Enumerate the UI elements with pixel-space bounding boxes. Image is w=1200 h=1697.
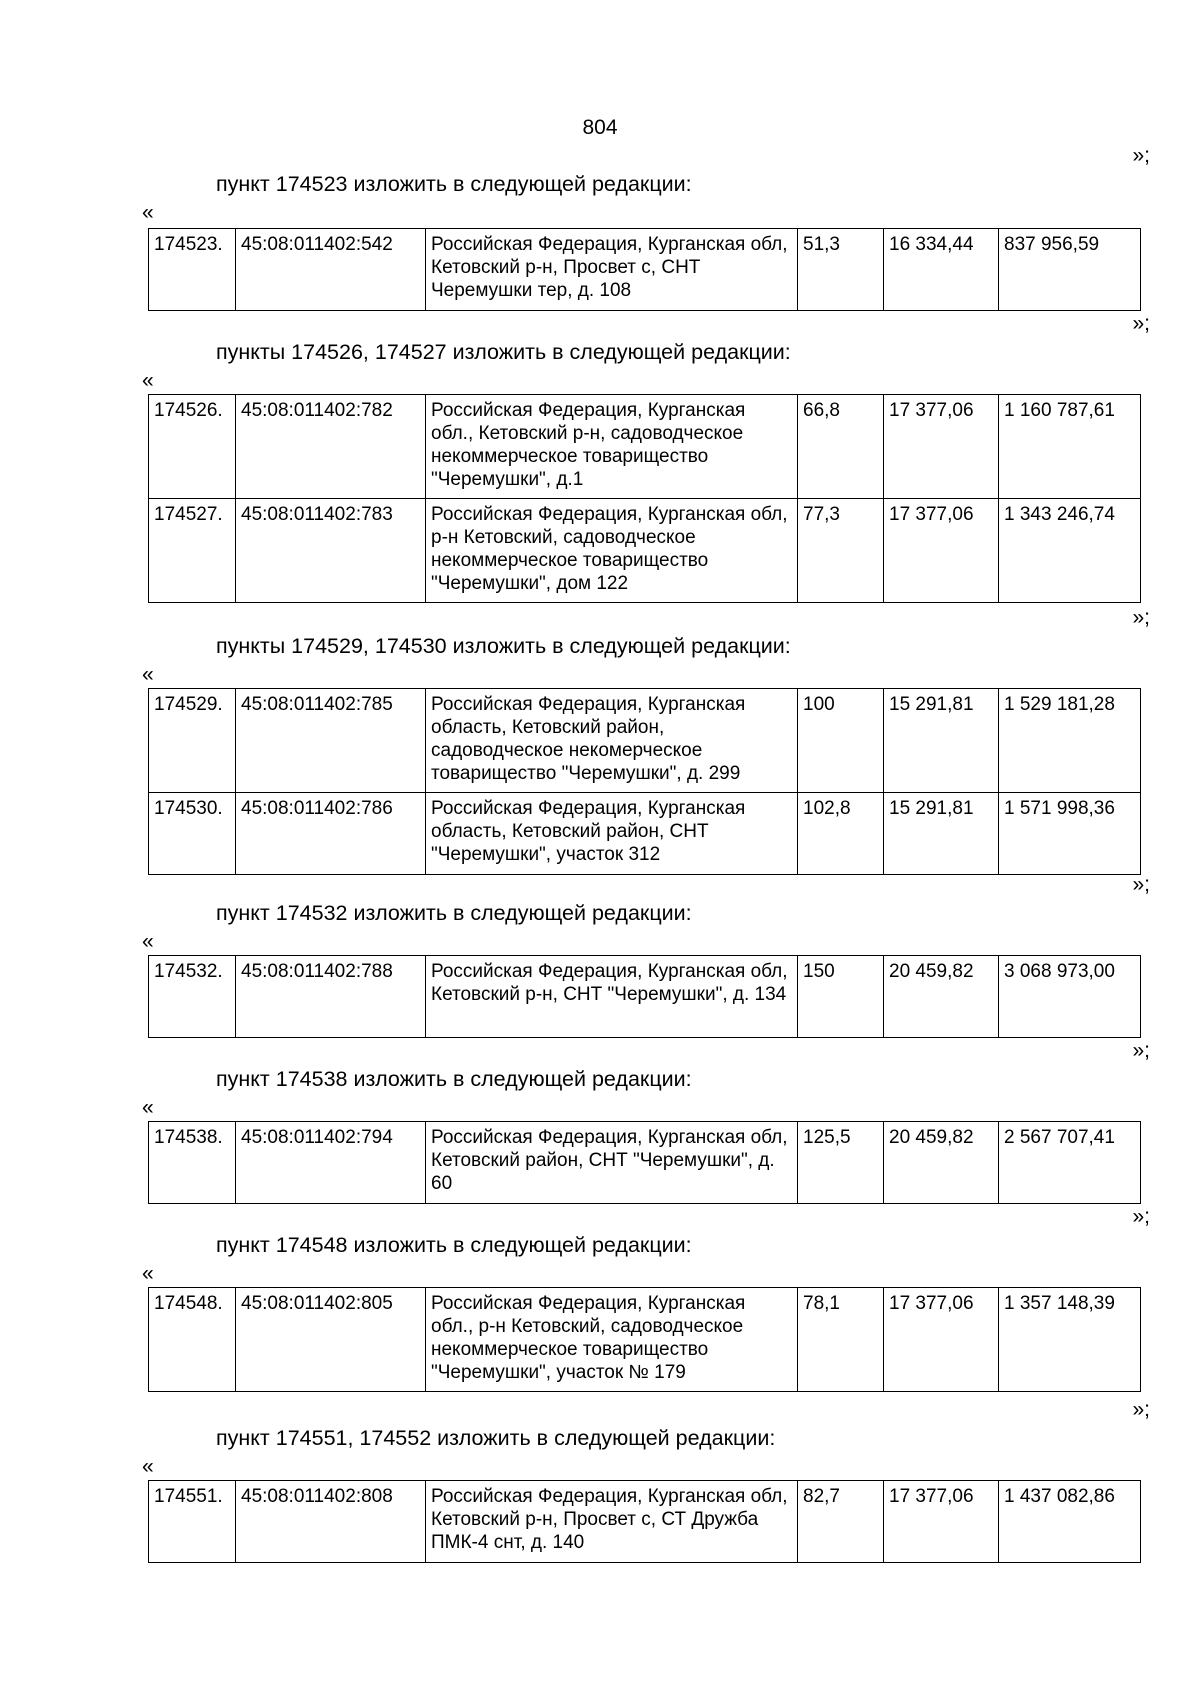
cell-area: 77,3 [798,499,884,603]
cell-area: 78,1 [798,1288,884,1392]
cell-unit-value: 17 377,06 [884,499,999,603]
table-row [149,1481,1141,1563]
amendment-instruction: пункт 174538 изложить в следующей редакции: [216,1067,692,1091]
cell-cadastral-value: 1 437 082,86 [999,1481,1141,1563]
opening-quote: « [142,663,154,686]
cell-area: 102,8 [798,793,884,875]
cell-cadastral-number: 45:08:011402:542 [236,229,426,311]
closing-quote: »; [1132,312,1150,335]
cell-address: Российская Федерация, Курганская обл, Кетовский р-н, Просвет с, СНТ Черемушки тер, д. 108 [426,229,798,311]
cell-entry-number: 174527. [149,499,236,603]
cell-cadastral-value: 2 567 707,41 [999,1122,1141,1204]
cell-entry-number: 174526. [149,395,236,499]
cell-unit-value: 16 334,44 [884,229,999,311]
cell-unit-value: 20 459,82 [884,1122,999,1204]
cell-cadastral-value: 1 343 246,74 [999,499,1141,603]
cell-address: Российская Федерация, Курганская обл, Кетовский р-н, СНТ "Черемушки", д. 134 [426,956,798,1038]
cell-area: 100 [798,689,884,793]
cell-entry-number: 174530. [149,793,236,875]
cell-area: 125,5 [798,1122,884,1204]
cell-area: 82,7 [798,1481,884,1563]
cell-entry-number: 174523. [149,229,236,311]
opening-quote: « [142,1096,154,1119]
opening-quote: « [142,201,154,224]
cell-unit-value: 17 377,06 [884,395,999,499]
closing-quote: »; [1132,873,1150,896]
cell-address: Российская Федерация, Курганская обл., Кетовский р-н, садоводческое некоммерческое товарищество "Черемушки", д.1 [426,395,798,499]
cell-area: 150 [798,956,884,1038]
table-row [149,956,1141,1038]
cell-address: Российская Федерация, Курганская обл., р-н Кетовский, садоводческое некоммерческое товарищество "Черемушки", участок № 179 [426,1288,798,1392]
closing-quote: »; [1132,144,1150,167]
cell-cadastral-number: 45:08:011402:786 [236,793,426,875]
cell-cadastral-value: 1 571 998,36 [999,793,1141,875]
cell-cadastral-number: 45:08:011402:808 [236,1481,426,1563]
cell-entry-number: 174538. [149,1122,236,1204]
cell-entry-number: 174532. [149,956,236,1038]
cell-unit-value: 15 291,81 [884,793,999,875]
cell-unit-value: 17 377,06 [884,1481,999,1563]
table-row [149,499,1141,603]
table-row [149,689,1141,793]
amendment-instruction: пункты 174526, 174527 изложить в следующей редакции: [216,340,791,364]
cell-cadastral-value: 1 160 787,61 [999,395,1141,499]
cell-cadastral-value: 1 357 148,39 [999,1288,1141,1392]
opening-quote: « [142,369,154,392]
cell-unit-value: 20 459,82 [884,956,999,1038]
cell-unit-value: 15 291,81 [884,689,999,793]
table-row [149,1122,1141,1204]
cell-entry-number: 174551. [149,1481,236,1563]
opening-quote: « [142,930,154,953]
cell-address: Российская Федерация, Курганская обл, Кетовский р-н, Просвет с, СТ Дружба ПМК-4 снт, д. 140 [426,1481,798,1563]
cell-cadastral-value: 1 529 181,28 [999,689,1141,793]
cell-address: Российская Федерация, Курганская область, Кетовский район, садоводческое некомерческое товарищество "Черемушки", д. 299 [426,689,798,793]
page-number: 804 [582,116,618,139]
cell-cadastral-number: 45:08:011402:783 [236,499,426,603]
cell-area: 51,3 [798,229,884,311]
cell-cadastral-value: 837 956,59 [999,229,1141,311]
amendment-instruction: пункт 174523 изложить в следующей редакции: [216,172,692,196]
cell-cadastral-number: 45:08:011402:794 [236,1122,426,1204]
property-table [148,688,1141,875]
cell-cadastral-value: 3 068 973,00 [999,956,1141,1038]
cell-cadastral-number: 45:08:011402:785 [236,689,426,793]
cell-address: Российская Федерация, Курганская обл, Кетовский район, СНТ "Черемушки", д. 60 [426,1122,798,1204]
property-table [148,1287,1141,1392]
property-table [148,1480,1141,1563]
cell-area: 66,8 [798,395,884,499]
cell-address: Российская Федерация, Курганская обл, р-н Кетовский, садоводческое некоммерческое товарищество "Черемушки", дом 122 [426,499,798,603]
table-row [149,1288,1141,1392]
cell-address: Российская Федерация, Курганская область, Кетовский район, СНТ "Черемушки", участок 312 [426,793,798,875]
cell-cadastral-number: 45:08:011402:788 [236,956,426,1038]
property-table [148,394,1141,603]
opening-quote: « [142,1455,154,1478]
closing-quote: »; [1132,1039,1150,1062]
cell-unit-value: 17 377,06 [884,1288,999,1392]
amendment-instruction: пункт 174532 изложить в следующей редакции: [216,901,692,925]
cell-cadastral-number: 45:08:011402:805 [236,1288,426,1392]
amendment-instruction: пункт 174551, 174552 изложить в следующей редакции: [216,1426,776,1450]
property-table [148,955,1141,1038]
opening-quote: « [142,1262,154,1285]
table-row [149,395,1141,499]
property-table [148,228,1141,311]
table-row [149,229,1141,311]
closing-quote: »; [1132,606,1150,629]
cell-entry-number: 174548. [149,1288,236,1392]
amendment-instruction: пункты 174529, 174530 изложить в следующей редакции: [216,634,791,658]
table-row [149,793,1141,875]
cell-cadastral-number: 45:08:011402:782 [236,395,426,499]
amendment-instruction: пункт 174548 изложить в следующей редакции: [216,1233,692,1257]
property-table [148,1121,1141,1204]
closing-quote: »; [1132,1398,1150,1421]
cell-entry-number: 174529. [149,689,236,793]
closing-quote: »; [1132,1205,1150,1228]
